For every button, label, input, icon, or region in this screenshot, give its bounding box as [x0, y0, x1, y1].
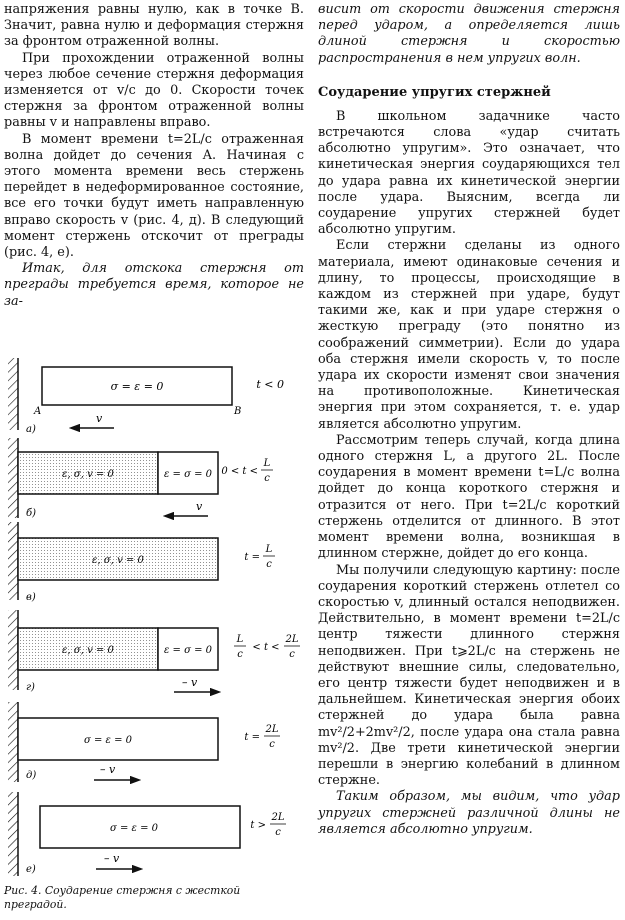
wall	[8, 702, 18, 782]
rod-right-label: ε = σ = 0	[163, 645, 213, 656]
rod-left-label: ε, σ, v = 0	[62, 645, 114, 656]
time-prefix: t =	[244, 732, 260, 743]
panel-f	[8, 792, 286, 876]
time-right-num: 2L	[285, 634, 299, 645]
right-paragraph-4: Мы получили следующую картину: после соударения короткий стержень отлетел со скоростью v, длинный остался неподвижен. Действительно, в момент времени t=2L/c центр тяжести длинного стержня неподвижен. При t⩾2L/c на стержень не действуют внешние силы, следовательно, его центр тяжести будет неподвижен и в дальнейшем. Кинетическая энергия обоих стержней до удара была равна mv²/2+2mv²/2, после удара она стала равна mv²/2. Две трети кинетической энергии перешли в энергию колебаний в длинном стержне.	[318, 562, 620, 789]
velocity-label: – v	[100, 763, 116, 776]
rod-label: σ = ε = 0	[83, 735, 133, 746]
panel-e	[8, 702, 280, 782]
rod-label: σ = ε = 0	[110, 380, 164, 393]
right-italic-text: висит от скорости движения стержня перед ударом, а определяется лишь длиной стержня и скоростью распространения в нем упругих волн.	[318, 2, 620, 66]
left-italic-text: Итак, для отскока стержня от преграды требуется время, которое не за-	[4, 261, 304, 309]
time-frac-den: c	[266, 559, 272, 570]
panel-label: е)	[26, 864, 36, 875]
time-prefix: t >	[250, 820, 266, 831]
time-prefix: t =	[244, 552, 260, 563]
wall	[8, 610, 18, 690]
time-mid: < t <	[252, 642, 280, 653]
time-frac-num: 2L	[265, 724, 279, 735]
panel-b	[8, 438, 273, 519]
right-paragraph-1: В школьном задачнике часто встречаются слова «удар считать абсолютно упругим». Это означает, что кинетическая энергия соударяющихся тел до удара равна их кинетической энергии после удара. Выясним, всегда ли соударение упругих стержней будет абсолютно упругим.	[318, 108, 620, 238]
left-column	[4, 2, 304, 310]
panel-d	[8, 610, 300, 693]
figure-svg	[4, 342, 304, 882]
figure-4	[4, 342, 304, 882]
right-column	[318, 2, 620, 838]
wall	[8, 522, 18, 600]
velocity-label: v	[196, 500, 203, 513]
time-label: t < 0	[256, 378, 284, 391]
velocity-label: – v	[182, 676, 198, 689]
time-frac-den: c	[275, 827, 281, 838]
rod-left-label: ε, σ, v = 0	[62, 469, 114, 480]
panel-label: а)	[26, 424, 36, 435]
left-paragraph-2: При прохождении отраженной волны через любое сечение стержня деформация изменяется от v/c до 0. Скорости точек стержня за фронтом отраженной волны равны v и направлены вправо.	[4, 50, 304, 131]
wall	[8, 792, 18, 876]
time-frac-num: 2L	[271, 812, 285, 823]
wall	[8, 358, 18, 430]
time-right-den: c	[289, 649, 295, 660]
time-frac-num: L	[263, 458, 271, 469]
time-frac-den: c	[264, 473, 270, 484]
velocity-label: – v	[104, 852, 120, 865]
conclusion-text: Таким образом, мы видим, что удар упругих стержней различной длины не является абсолютно упругим.	[318, 789, 620, 837]
panel-label: г)	[26, 682, 35, 693]
rod-right-label: ε = σ = 0	[163, 469, 213, 480]
wall	[8, 438, 18, 518]
right-paragraph-3: Рассмотрим теперь случай, когда длина одного стержня L, а другого 2L. После соударения в момент времени t=L/c волна дойдет до конца короткого стержня и отразится от него. При t=2L/c короткий стержень отделится от длинного. В этот момент времени волна, возникшая в длинном стержне, дойдет до его конца.	[318, 432, 620, 562]
panel-a	[8, 358, 284, 435]
rod-label: ε, σ, v = 0	[92, 555, 144, 566]
point-a-label: A	[34, 406, 42, 417]
time-frac-num: L	[265, 544, 273, 555]
left-paragraph-3: В момент времени t=2L/c отраженная волна дойдет до сечения A. Начиная с этого момента времени весь стержень перейдет в недеформированное состояние, все его точки будут иметь направленную вправо скорость v (рис. 4, д). В следующий момент стержень отскочит от преграды (рис. 4, е).	[4, 131, 304, 261]
section-title: Соударение упругих стержней	[318, 84, 551, 100]
panel-c	[8, 522, 275, 603]
point-b-label: B	[234, 406, 242, 417]
time-frac-den: c	[269, 739, 275, 750]
figure-caption: Рис. 4. Соударение стержня с жесткой преградой.	[4, 884, 241, 911]
time-prefix: 0 < t <	[221, 466, 258, 477]
rod-label: σ = ε = 0	[109, 823, 159, 834]
time-left-num: L	[236, 634, 244, 645]
panel-label: б)	[26, 508, 37, 519]
panel-label: в)	[26, 592, 36, 603]
time-left-den: c	[237, 649, 243, 660]
panel-label: д)	[26, 770, 37, 781]
left-paragraph-1: напряжения равны нулю, как в точке B. Значит, равна нулю и деформация стержня за фронтом отраженной волны.	[4, 2, 304, 50]
right-paragraph-2: Если стержни сделаны из одного материала, имеют одинаковые сечения и длину, то процессы, происходящие в каждом из стержней при ударе, будут такими же, как и при ударе стержня о жесткую преграду (это понятно из соображений симметрии). Если до удара оба стержня имели скорость v, то после удара их скорости изменят свои значения на противоположные. Кинетическая энергия при этом сохраняется, т. е. удар является абсолютно упругим.	[318, 238, 620, 432]
velocity-label: v	[96, 412, 103, 425]
